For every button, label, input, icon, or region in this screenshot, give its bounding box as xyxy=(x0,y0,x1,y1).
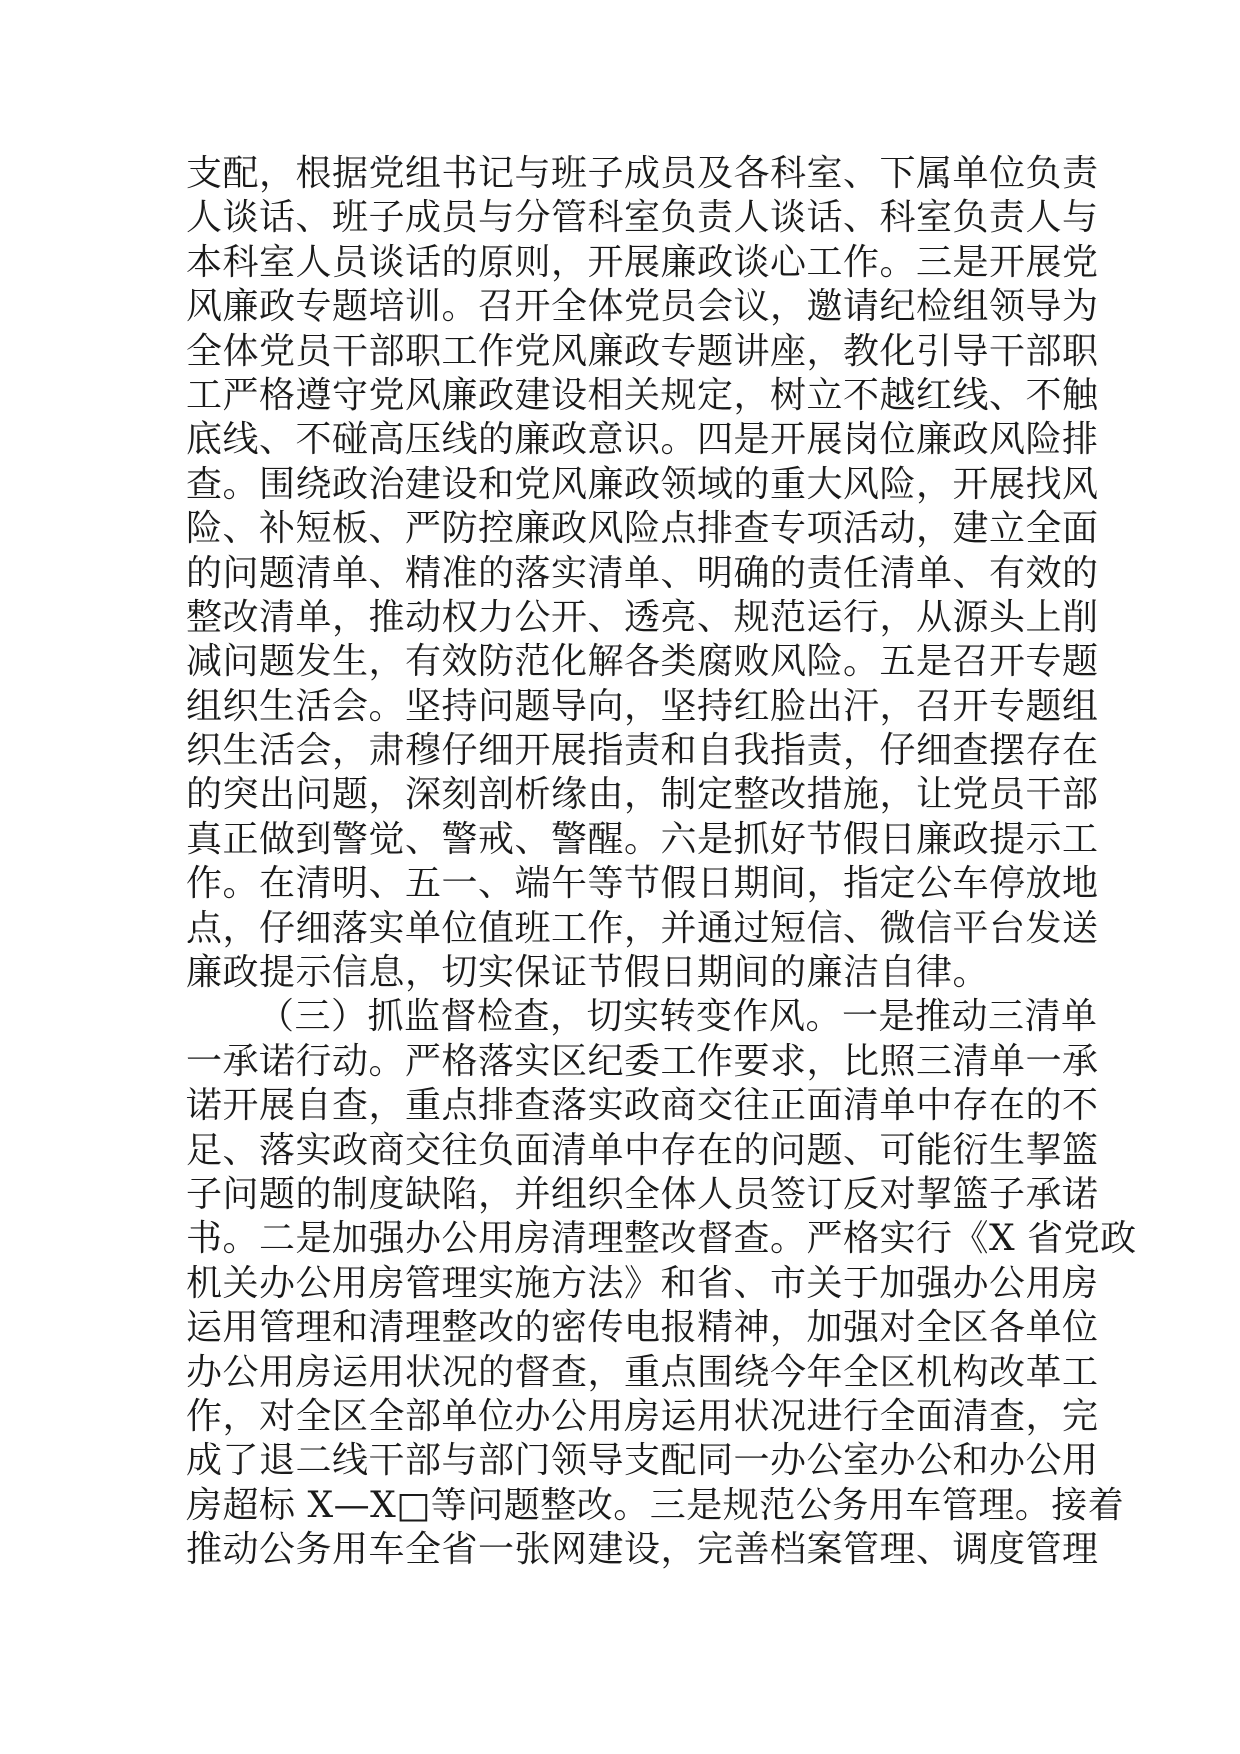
text-line: 诺开展自查，重点排查落实政商交往正面清单中存在的不 xyxy=(186,1085,1099,1127)
text-line: 底线、不碰高压线的廉政意识。四是开展岗位廉政风险排 xyxy=(186,419,1099,461)
text-line: 作。在清明、五一、端午等节假日期间，指定公车停放地 xyxy=(186,863,1099,905)
text-line: 织生活会，肃穆仔细开展指责和自我指责，仔细查摆存在 xyxy=(186,730,1099,772)
paragraph-end-line: 廉政提示信息，切实保证节假日期间的廉洁自律。 xyxy=(186,952,990,994)
text-line: 作，对全区全部单位办公用房运用状况进行全面清查，完 xyxy=(186,1395,1099,1437)
text-line: 运用管理和清理整改的密传电报精神，加强对全区各单位 xyxy=(186,1307,1099,1349)
text-line: 工严格遵守党风廉政建设相关规定，树立不越红线、不触 xyxy=(186,374,1099,416)
text-line: 险、补短板、严防控廉政风险点排查专项活动，建立全面 xyxy=(186,508,1099,550)
text-line: 减问题发生，有效防范化解各类腐败风险。五是召开专题 xyxy=(186,641,1099,683)
text-line: 本科室人员谈话的原则，开展廉政谈心工作。三是开展党 xyxy=(186,241,1099,283)
text-line: 风廉政专题培训。召开全体党员会议，邀请纪检组领导为 xyxy=(186,286,1099,328)
text-line: 整改清单，推动权力公开、透亮、规范运行，从源头上削 xyxy=(186,596,1099,638)
text-line: 的突出问题，深刻剖析缘由，制定整改措施，让党员干部 xyxy=(186,774,1099,816)
text-line: 查。围绕政治建设和党风廉政领域的重大风险，开展找风 xyxy=(186,463,1099,505)
text-line: 支配，根据党组书记与班子成员及各科室、下属单位负责 xyxy=(186,153,1099,194)
text-line: 的问题清单、精准的落实清单、明确的责任清单、有效的 xyxy=(186,552,1099,594)
text-line: 推动公务用车全省一张网建设，完善档案管理、调度管理 xyxy=(186,1529,1099,1571)
text-line: 人谈话、班子成员与分管科室负责人谈话、科室负责人与 xyxy=(186,197,1099,239)
text-line: 办公用房运用状况的督查，重点围绕今年全区机构改革工 xyxy=(186,1351,1099,1393)
text-line: 房超标 X—X□等问题整改。三是规范公务用车管理。接着 xyxy=(186,1484,1125,1526)
text-line: 成了退二线干部与部门领导支配同一办公室办公和办公用 xyxy=(186,1440,1099,1482)
section-heading-line: （三）抓监督检查，切实转变作风。一是推动三清单 xyxy=(258,996,1098,1038)
text-line: 全体党员干部职工作党风廉政专题讲座，教化引导干部职 xyxy=(186,330,1099,372)
text-line: 点，仔细落实单位值班工作，并通过短信、微信平台发送 xyxy=(186,907,1099,949)
text-line: 子问题的制度缺陷，并组织全体人员签订反对挈篮子承诺 xyxy=(186,1173,1099,1215)
body-text xyxy=(186,152,1137,1573)
text-line: 书。二是加强办公用房清理整改督查。严格实行《X 省党政 xyxy=(186,1218,1137,1260)
text-line: 组织生活会。坚持问题导向，坚持红脸出汗，召开专题组 xyxy=(186,685,1099,727)
text-line: 足、落实政商交往负面清单中存在的问题、可能衍生挈篮 xyxy=(186,1129,1099,1171)
text-line: 机关办公用房管理实施方法》和省、市关于加强办公用房 xyxy=(186,1262,1099,1304)
text-line: 真正做到警觉、警戒、警醒。六是抓好节假日廉政提示工 xyxy=(186,818,1099,860)
text-line: 一承诺行动。严格落实区纪委工作要求，比照三清单一承 xyxy=(186,1040,1099,1082)
